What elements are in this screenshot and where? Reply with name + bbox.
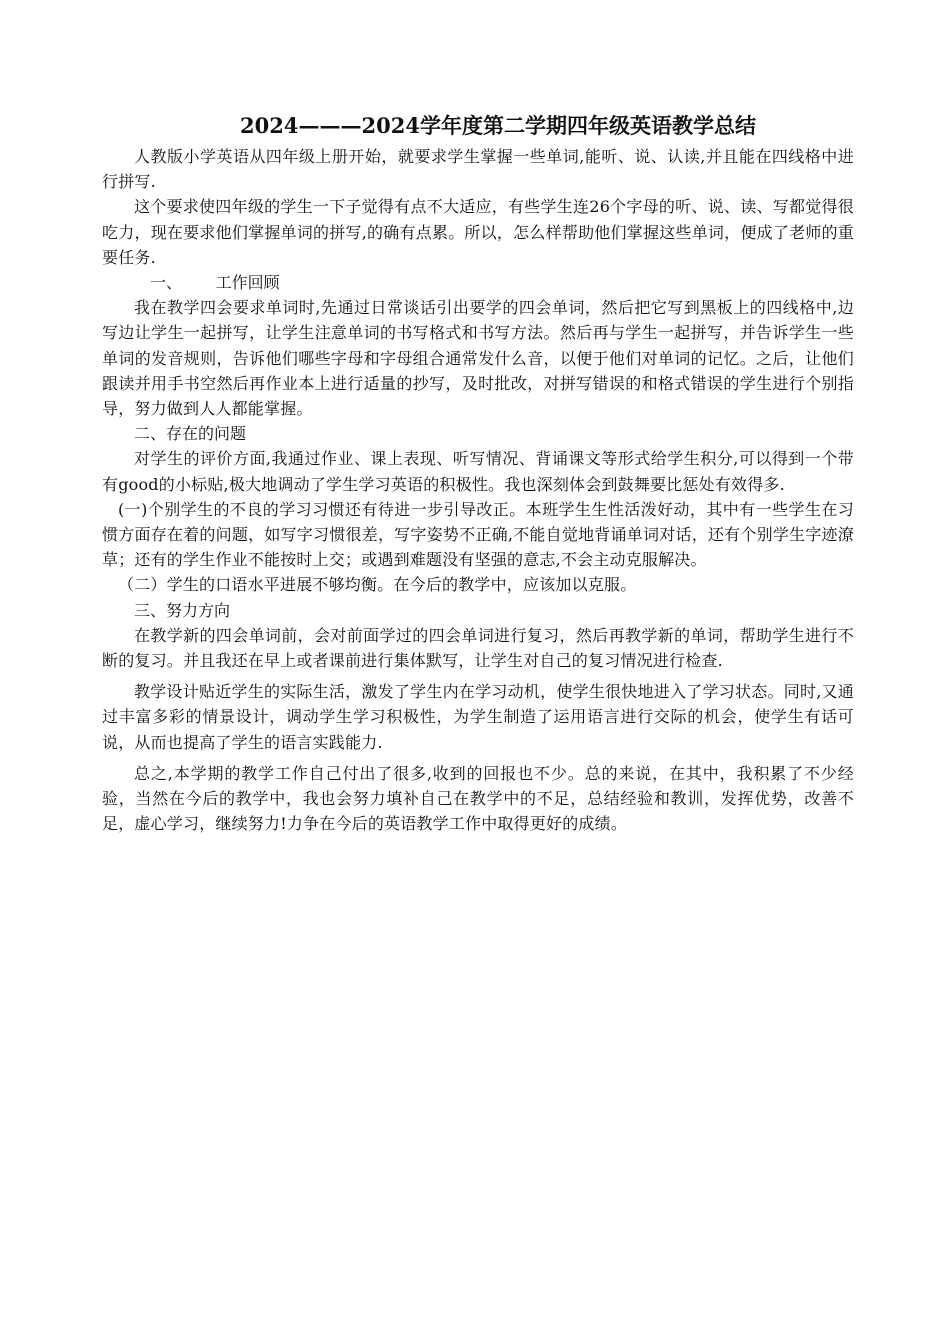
document-page bbox=[102, 110, 854, 836]
intro-paragraph-1: 人教版小学英语从四年级上册开始，就要求学生掌握一些单词,能听、说、认读,并且能在四线格中进行拼写. bbox=[102, 147, 854, 192]
section-1-heading bbox=[102, 270, 854, 295]
intro-paragraph-2: 这个要求使四年级的学生一下子觉得有点不大适应，有些学生连26个字母的听、说、读、写都觉得很吃力，现在要求他们掌握单词的拼写,的确有点累。所以，怎么样帮助他们掌握这些单词，便成了老师的重要任务. bbox=[102, 197, 854, 267]
section-1-title: 工作回顾 bbox=[215, 273, 280, 293]
section-2-point-2: （二）学生的口语水平进展不够均衡。在今后的教学中，应该加以克服。 bbox=[118, 575, 637, 595]
section-3-body-2: 教学设计贴近学生的实际生活，激发了学生内在学习动机，使学生很快地进入了学习状态。同时,又通过丰富多彩的情景设计，调动学生学习积极性，为学生制造了运用语言进行交际的机会，使学生有话可说，从而也提高了学生的语言实践能力. bbox=[102, 682, 854, 752]
section-1-number: 一、 bbox=[150, 273, 183, 293]
document-title: 2024———2024学年度第二学期四年级英语教学总结 bbox=[240, 113, 756, 138]
section-2-heading: 二、存在的问题 bbox=[134, 424, 247, 444]
conclusion-paragraph: 总之,本学期的教学工作自己付出了很多,收到的回报也不少。总的来说，在其中，我积累了不少经验，当然在今后的教学中，我也会努力填补自己在教学中的不足，总结经验和教训，发挥优势，改善不足，虚心学习，继续努力!力争在今后的英语教学工作中取得更好的成绩。 bbox=[102, 763, 854, 834]
section-2-point-1: (一)个别学生的不良的学习习惯还有待进一步引导改正。本班学生生性活泼好动，其中有一些学生在习惯方面存在着的问题，如写字习惯很差，写字姿势不正确,不能自觉地背诵单词对话，还有个别学生字迹潦草；还有的学生作业不能按时上交；或遇到难题没有坚强的意志,不会主动克服解决。 bbox=[102, 499, 854, 570]
section-3-body-1: 在教学新的四会单词前，会对前面学过的四会单词进行复习，然后再教学新的单词，帮助学生进行不断的复习。并且我还在早上或者课前进行集体默写，让学生对自己的复习情况进行检查. bbox=[102, 625, 854, 671]
section-3-heading: 三、努力方向 bbox=[134, 600, 231, 620]
section-2-body: 对学生的评价方面,我通过作业、课上表现、听写情况、背诵课文等形式给学生积分,可以得到一个带有good的小标贴,极大地调动了学生学习英语的积极性。我也深刻体会到鼓舞要比惩处有效得多. bbox=[102, 449, 854, 494]
section-1-body: 我在教学四会要求单词时,先通过日常谈话引出要学的四会单词，然后把它写到黑板上的四线格中,边写边让学生一起拼写，让学生注意单词的书写格式和书写方法。然后再与学生一起拼写，并告诉学生一些单词的发音规则，告诉他们哪些字母和字母组合通常发什么音，以便于他们对单词的记忆。之后，让他们跟读并用手书空然后再作业本上进行适量的抄写，及时批改，对拼写错误的和格式错误的学生进行个别指导，努力做到人人都能掌握。 bbox=[102, 298, 854, 419]
